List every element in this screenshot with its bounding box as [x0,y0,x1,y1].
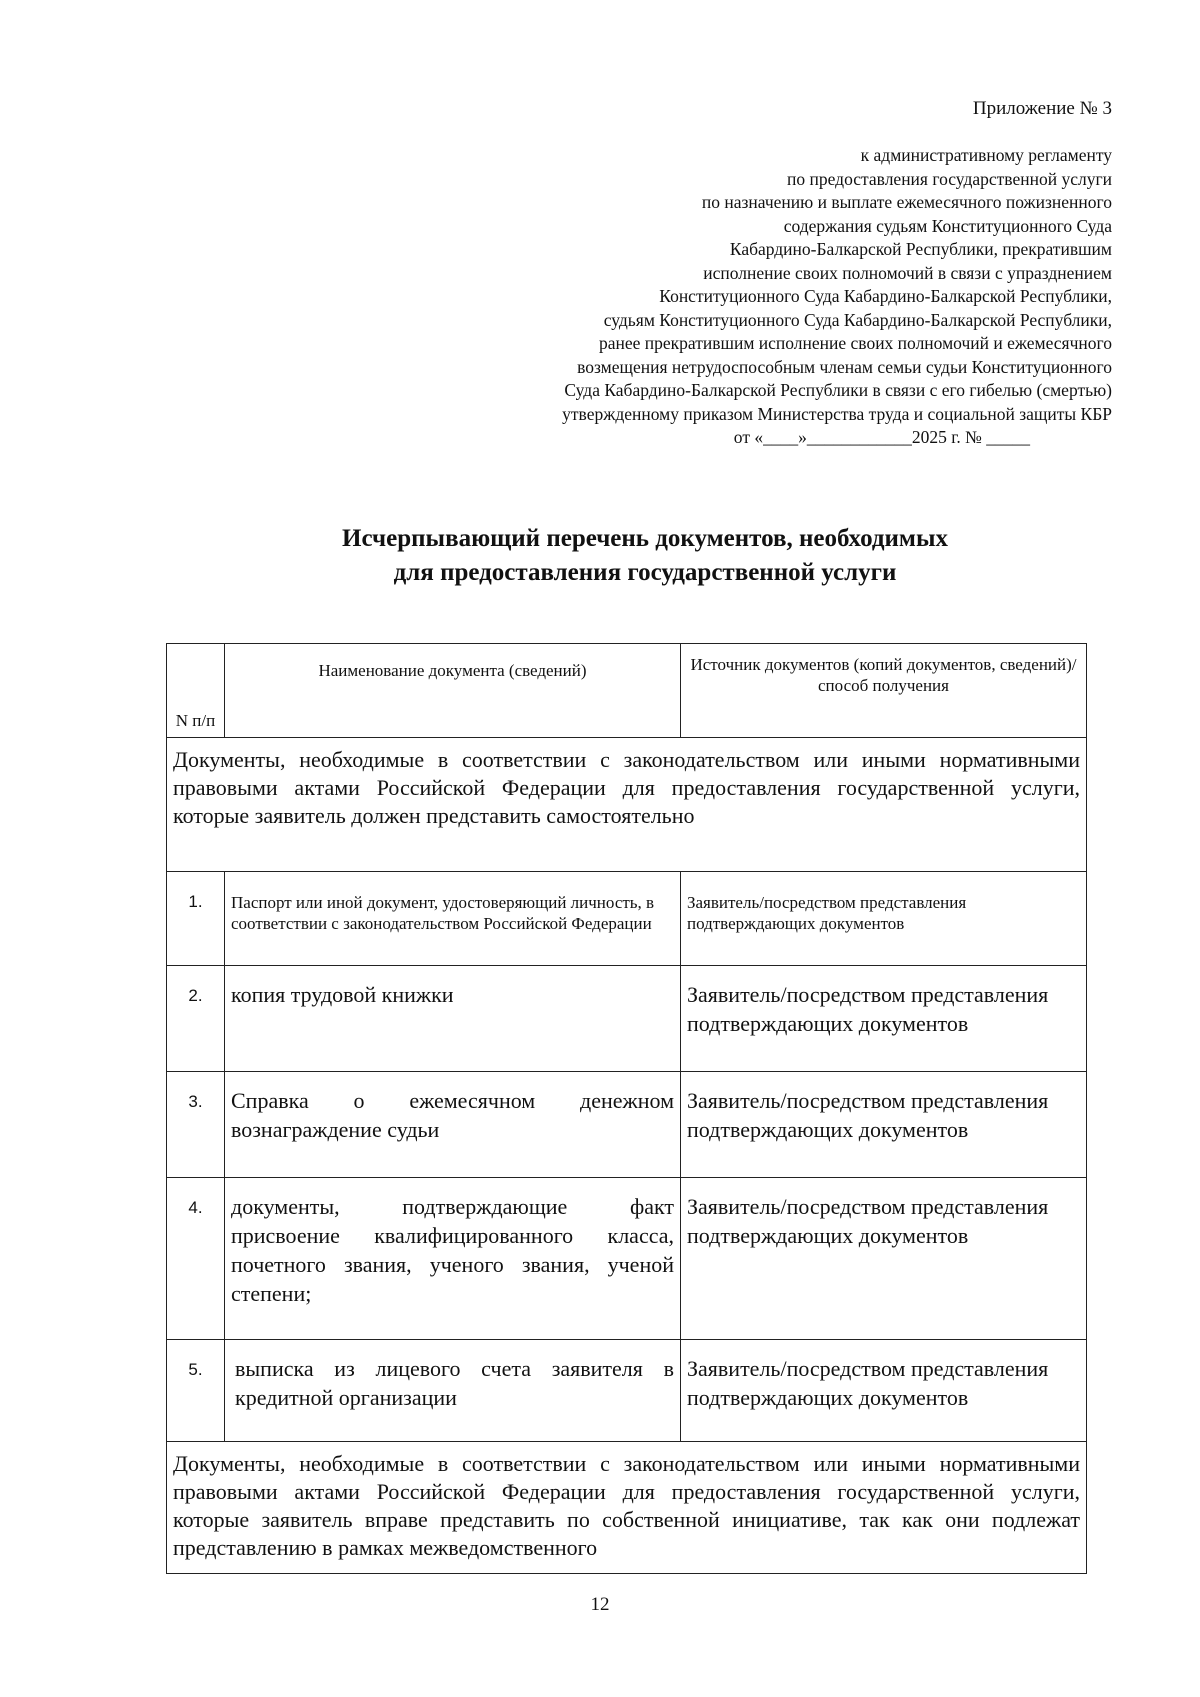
row-number: 2. [167,966,225,1072]
header-line: к административному регламенту [860,145,1112,165]
header-line: по назначению и выплате ежемесячного пожизненного [701,192,1112,212]
section-row [167,738,1087,872]
document-name: Паспорт или иной документ, удостоверяющий личность, в соответствии с законодательством Российской Федерации [225,872,681,966]
order-date-line: от «____»____________2025 г. № _____ [733,427,1030,447]
table-row [167,1072,1087,1178]
document-source: Заявитель/посредством представления подтверждающих документов [681,1340,1087,1442]
header-line: по предоставления государственной услуги [787,168,1112,189]
appendix-number: Приложение № 3 [972,98,1112,119]
header-line: Суда Кабардино-Балкарской Республики в связи с его гибелью (смертью) [564,380,1112,400]
document-source: Заявитель/посредством представления подтверждающих документов [681,872,1087,966]
row-number: 4. [167,1178,225,1340]
title-line-2: для предоставления государственной услуги [393,559,897,586]
table-row [167,1340,1087,1442]
document-name: документы, подтверждающие факт присвоение квалифицированного класса, почетного звания, ученого звания, ученой степени; [225,1178,681,1340]
title-line-1: Исчерпывающий перечень документов, необходимых [342,525,948,552]
row-number: 5. [167,1340,225,1442]
section-1-text: Документы, необходимые в соответствии с законодательством или иными нормативными правовыми актами Российской Федерации для предоставления государственной услуги, которые заявитель должен представить самостоятельно [167,738,1087,872]
document-source: Заявитель/посредством представления подтверждающих документов [681,1178,1087,1340]
documents-table [166,643,1087,1574]
row-number: 3. [167,1072,225,1178]
document-name: выписка из лицевого счета заявителя в кредитной организации [225,1340,681,1442]
table-row [167,872,1087,966]
header-num: N п/п [167,644,225,738]
header-line: возмещения нетрудоспособным членам семьи судьи Конституционного [577,356,1112,377]
header-name: Наименование документа (сведений) [225,644,681,738]
header-line: содержания судьям Конституционного Суда [783,215,1112,236]
header-line: судьям Конституционного Суда Кабардино-Балкарской Республики, [603,309,1112,330]
row-number: 1. [167,872,225,966]
table-row [167,966,1087,1072]
header-source: Источник документов (копий документов, сведений)/ способ получения [681,644,1087,738]
header-line: Кабардино-Балкарской Республики, прекратившим [729,239,1112,259]
document-source: Заявитель/посредством представления подтверждающих документов [681,1072,1087,1178]
document-source: Заявитель/посредством представления подтверждающих документов [681,966,1087,1072]
header-line: Конституционного Суда Кабардино-Балкарской Республики, [659,286,1112,306]
header-line: утвержденному приказом Министерства труда и социальной защиты КБР [562,403,1112,424]
document-title [0,522,1200,590]
table-row [167,1178,1087,1340]
table-header-row [167,644,1087,738]
page-number: 12 [590,1594,610,1615]
header-line: исполнение своих полномочий в связи с упразднением [703,262,1112,283]
document-name: копия трудовой книжки [225,966,681,1072]
section-row [167,1442,1087,1574]
document-name: Справка о ежемесячном денежном вознаграждение судьи [225,1072,681,1178]
header-line: ранее прекратившим исполнение своих полномочий и ежемесячного [598,333,1112,353]
approval-header [412,144,1112,450]
section-2-text: Документы, необходимые в соответствии с законодательством или иными нормативными правовыми актами Российской Федерации для предоставления государственной услуги, которые заявитель вправе представить по собственной инициативе, так как они подлежат представлению в рамках межведомственного [167,1442,1087,1574]
